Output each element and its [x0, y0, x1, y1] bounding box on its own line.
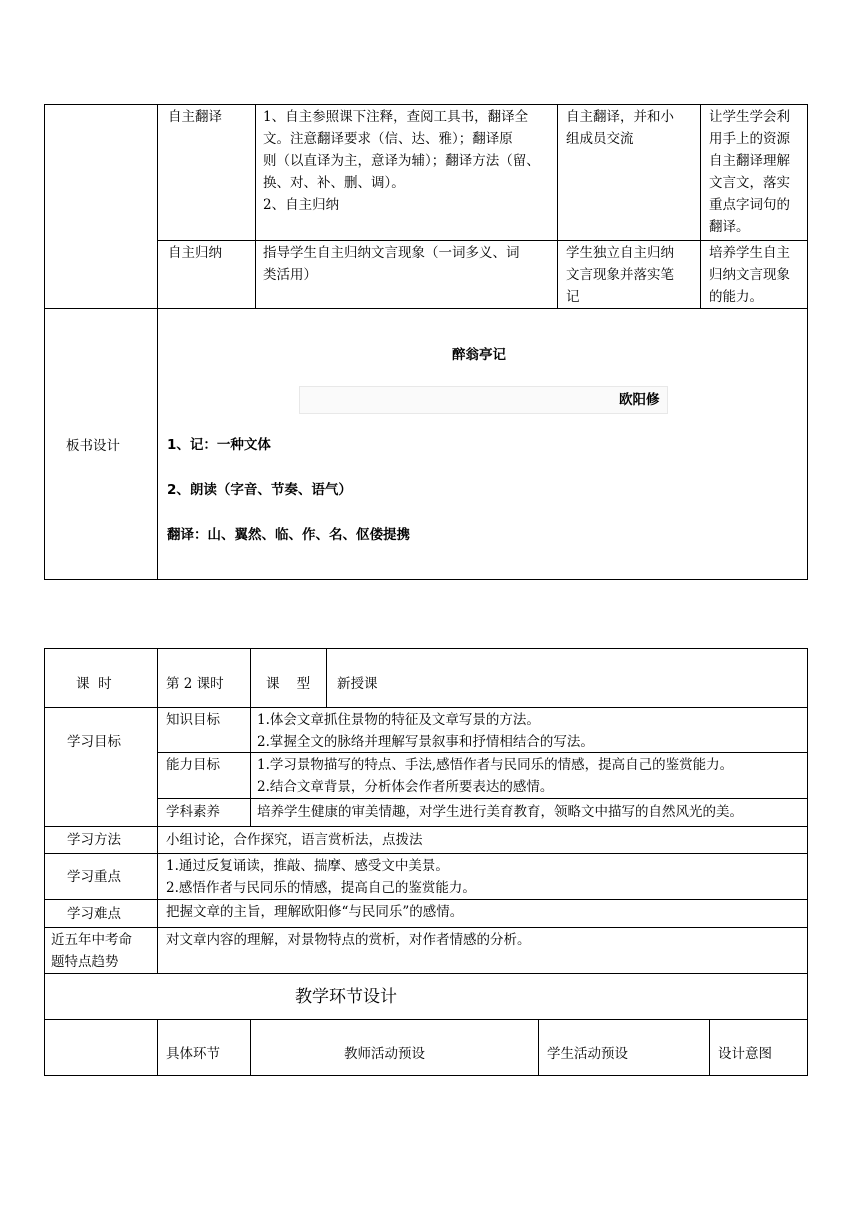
text-line: 文。注意翻译要求（信、达、雅）；翻译原: [263, 131, 513, 147]
teacher-activity-cell: [263, 242, 520, 286]
design-intent-cell: [709, 106, 790, 238]
board-point: 翻译：山、翼然、临、作、名、伛偻提携: [167, 527, 410, 543]
text-line: 让学生学会利: [709, 109, 790, 125]
text-line: 则（以直译为主，意译为辅）；翻译方法（留、: [263, 153, 540, 169]
text-line: 的能力。: [709, 289, 763, 305]
phase-label: 自主翻译: [168, 109, 222, 125]
difficulty-label: 学习难点: [67, 906, 121, 922]
text-line: 1、自主参照课下注释，查阅工具书，翻译全: [263, 109, 529, 125]
goal-type-label: 学科素养: [166, 804, 220, 820]
column-header: 学生活动预设: [547, 1046, 628, 1062]
phase-cell: [168, 242, 222, 264]
text-line: 2.结合文章背景，分析体会作者所要表达的感情。: [257, 779, 554, 795]
design-intent-cell: [709, 242, 790, 308]
text-line: 自主翻译，并和小: [566, 109, 674, 125]
text-line: 1.体会文章抓住景物的特征及文章写景的方法。: [257, 712, 540, 728]
difficulty-value: 把握文章的主旨，理解欧阳修“与民同乐”的感情。: [166, 904, 464, 920]
phase-label: 自主归纳: [168, 245, 222, 261]
text-line: 学生独立自主归纳: [566, 245, 674, 261]
text-line: 类活用）: [263, 267, 317, 283]
goal-content: [257, 801, 743, 823]
text-line: 2.掌握全文的脉络并理解写景叙事和抒情相结合的写法。: [257, 734, 594, 750]
text-line: 培养学生自主: [709, 245, 790, 261]
method-label: 学习方法: [67, 832, 121, 848]
goal-type-label: 知识目标: [166, 712, 220, 728]
board-point: 2、朗读（字音、节奏、语气）: [167, 482, 352, 498]
text-line: 重点字词句的: [709, 197, 790, 213]
text-line: 归纳文言现象: [709, 267, 790, 283]
method-value: 小组讨论，合作探究，语言赏析法，点拨法: [166, 832, 423, 848]
text-line: 2、自主归纳: [263, 197, 340, 213]
type-label: 课 型: [266, 676, 311, 692]
text-line: 组成员交流: [566, 131, 634, 147]
trend-value: 对文章内容的理解，对景物特点的赏析，对作者情感的分析。: [166, 932, 531, 948]
lesson-label: 课 时: [76, 676, 112, 692]
text-line: 文言文，落实: [709, 175, 790, 191]
goal-content: [257, 709, 594, 753]
text-line: 指导学生自主归纳文言现象（一词多义、词: [263, 245, 520, 261]
column-header: 具体环节: [166, 1046, 220, 1062]
board-design-label: 板书设计: [66, 438, 120, 454]
focus-label: 学习重点: [67, 869, 121, 885]
text-line: 换、对、补、删、调）。: [263, 175, 405, 191]
board-title: 醉翁亭记: [452, 347, 506, 363]
text-line: 1.通过反复诵读，推敲、揣摩、感受文中美景。: [166, 858, 449, 874]
goal-content: [257, 754, 733, 798]
type-value: 新授课: [337, 676, 378, 692]
trend-label: [51, 929, 132, 973]
student-activity-cell: [566, 242, 674, 308]
student-activity-cell: [566, 106, 674, 150]
goal-type-label: 能力目标: [166, 757, 220, 773]
text-line: 近五年中考命: [51, 932, 132, 948]
design-section-title: 教学环节设计: [295, 987, 397, 1007]
text-line: 文言现象并落实笔: [566, 267, 674, 283]
board-point: 1、记：一种文体: [167, 437, 271, 453]
text-line: 翻译。: [709, 219, 750, 235]
lesson-value: 第 2 课时: [166, 676, 224, 692]
text-line: 培养学生健康的审美情趣，对学生进行美育教育，领略文中描写的自然风光的美。: [257, 804, 743, 820]
teacher-activity-cell: [263, 106, 540, 216]
focus-content: [166, 855, 476, 899]
board-author: 欧阳修: [619, 392, 660, 408]
author-box: [299, 386, 668, 414]
phase-cell: [168, 106, 222, 128]
column-header: 教师活动预设: [344, 1046, 425, 1062]
text-line: 记: [566, 289, 580, 305]
text-line: 自主翻译理解: [709, 153, 790, 169]
column-header: 设计意图: [718, 1046, 772, 1062]
goals-label: 学习目标: [67, 734, 121, 750]
text-line: 题特点趋势: [51, 954, 119, 970]
text-line: 用手上的资源: [709, 131, 790, 147]
text-line: 1.学习景物描写的特点、手法,感悟作者与民同乐的情感，提高自己的鉴赏能力。: [257, 757, 734, 773]
text-line: 2.感悟作者与民同乐的情感，提高自己的鉴赏能力。: [166, 880, 476, 896]
